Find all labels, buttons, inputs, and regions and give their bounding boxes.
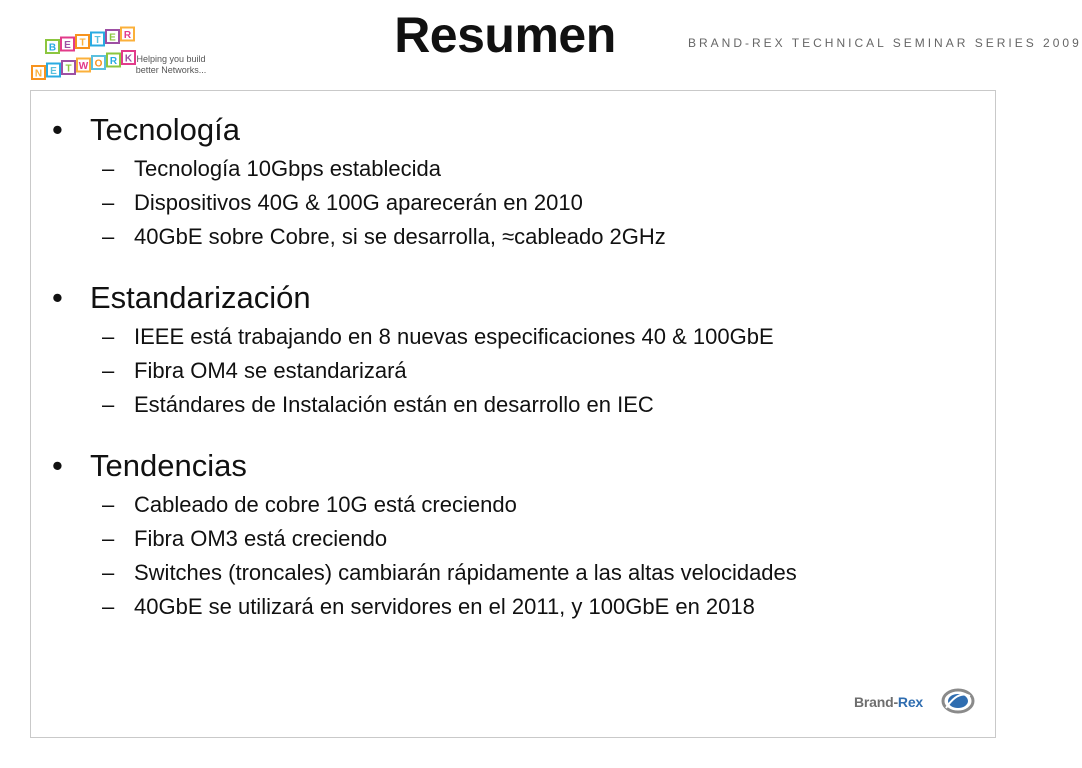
sub-item-text: IEEE está trabajando en 8 nuevas especificaciones 40 & 100GbE: [134, 324, 774, 349]
svg-text:R: R: [109, 56, 118, 67]
sub-item: [52, 152, 1002, 186]
logo-letter-block: [47, 64, 60, 78]
brand-rex-swirl-icon: [936, 684, 976, 718]
dash-icon: –: [102, 324, 115, 349]
sub-item-text: 40GbE se utilizará en servidores en el 2011, y 100GbE en 2018: [134, 594, 755, 619]
bullet-icon: •: [52, 112, 63, 147]
svg-text:T: T: [65, 63, 72, 75]
dash-icon: –: [102, 392, 115, 417]
svg-text:O: O: [94, 58, 103, 70]
svg-text:E: E: [109, 32, 116, 44]
page-title: Resumen: [394, 7, 616, 63]
svg-text:N: N: [34, 68, 43, 80]
sub-item: [52, 186, 1002, 220]
logo-letter-block: [91, 33, 104, 47]
sub-item: [52, 522, 1002, 556]
section-heading-label: Estandarización: [90, 280, 311, 315]
logo-letter-block: [46, 40, 59, 54]
better-network-logo: [26, 14, 206, 82]
sub-item-text: Fibra OM3 está creciendo: [134, 526, 388, 551]
dash-icon: –: [102, 492, 115, 517]
logo-tagline: Helping you build better Networks...: [135, 54, 207, 75]
section-2: [52, 444, 1002, 624]
sub-item: [52, 354, 1002, 388]
sub-item-text: Cableado de cobre 10G está creciendo: [134, 492, 517, 517]
logo-letter-block: [121, 28, 134, 42]
dash-icon: –: [102, 156, 115, 181]
dash-icon: –: [102, 594, 115, 619]
sub-item-text: Switches (troncales) cambiarán rápidamente a las altas velocidades: [134, 560, 797, 585]
svg-text:R: R: [123, 30, 132, 41]
brand-rex-logo: [848, 684, 974, 718]
svg-text:W: W: [78, 61, 89, 72]
brand-rex-wordmark: Brand-Rex: [854, 694, 924, 710]
logo-letter-block: [32, 66, 45, 80]
sub-item-text: Dispositivos 40G & 100G aparecerán en 2010: [134, 190, 583, 215]
sub-item: [52, 590, 1002, 624]
sub-item: [52, 388, 1002, 422]
logo-letter-block: [77, 59, 90, 73]
logo-letter-block: [106, 30, 119, 44]
dash-icon: –: [102, 560, 115, 585]
section-0: [52, 108, 1002, 254]
sub-item: [52, 320, 1002, 354]
seminar-series-banner: BRAND-REX TECHNICAL SEMINAR SERIES 2009: [688, 36, 1082, 50]
section-heading-label: Tendencias: [90, 448, 247, 483]
bullet-icon: •: [52, 448, 63, 483]
section-heading-label: Tecnología: [90, 112, 240, 147]
logo-letter-block: [61, 38, 74, 52]
section-heading: [52, 276, 1002, 320]
svg-text:E: E: [64, 40, 71, 51]
dash-icon: –: [102, 358, 115, 383]
sub-item-text: Tecnología 10Gbps establecida: [134, 156, 441, 181]
bullet-list: [52, 108, 1002, 646]
sub-item: [52, 488, 1002, 522]
svg-text:K: K: [124, 53, 133, 65]
sub-item-text: Estándares de Instalación están en desarrollo en IEC: [134, 392, 654, 417]
sub-item-text: Fibra OM4 se estandarizará: [134, 358, 407, 383]
section-heading: [52, 444, 1002, 488]
svg-text:E: E: [50, 66, 57, 77]
svg-text:B: B: [48, 42, 57, 54]
dash-icon: –: [102, 190, 115, 215]
logo-letter-block: [92, 56, 105, 70]
sub-item-text: 40GbE sobre Cobre, si se desarrolla, ≈cableado 2GHz: [134, 224, 666, 249]
section-1: [52, 276, 1002, 422]
logo-blocks-icon: [26, 14, 136, 82]
svg-text:T: T: [79, 37, 86, 49]
logo-letter-block: [62, 61, 75, 75]
logo-letter-block: [76, 35, 89, 49]
section-heading: [52, 108, 1002, 152]
logo-letter-block: [107, 54, 120, 68]
sub-item: [52, 556, 1002, 590]
dash-icon: –: [102, 224, 115, 249]
bullet-icon: •: [52, 280, 63, 315]
svg-text:T: T: [94, 35, 101, 46]
sub-item: [52, 220, 1002, 254]
dash-icon: –: [102, 526, 115, 551]
